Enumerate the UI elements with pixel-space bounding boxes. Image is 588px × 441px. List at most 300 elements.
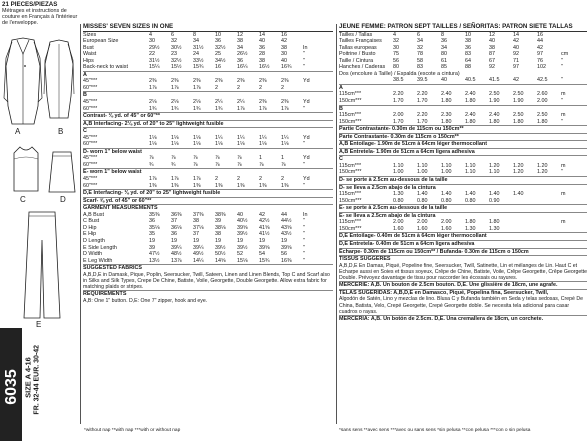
cell-value: 42.5: [537, 77, 548, 84]
section-heading: MERCERIE: A,B. Un bouton de 2.5cm bouton. D,E. Une glissière de 18cm, une agrafe.: [339, 281, 587, 289]
cell-value: 25: [215, 51, 221, 58]
skirt-sketch-d: [48, 150, 76, 194]
section-heading: D,E Interfacing- ⅜ yd. of 20" to 25" lightweight fusible: [83, 189, 333, 197]
cell-value: 26½: [237, 51, 248, 58]
cell-value: 37⅛: [193, 224, 204, 231]
cell-value: 1: [259, 155, 262, 162]
cell-value: 64: [465, 57, 471, 64]
cell-value: ": [303, 161, 305, 168]
cell-value: In: [303, 211, 308, 218]
section-heading: A: [339, 84, 587, 92]
section-heading: C: [339, 155, 587, 163]
cell-value: 36: [441, 38, 447, 45]
cell-value: 32: [417, 44, 423, 51]
cell-value: 30: [149, 38, 155, 45]
table-row: [339, 77, 587, 84]
cell-value: Yd: [303, 78, 310, 85]
cell-value: 10: [465, 31, 471, 38]
cell-value: 38: [465, 38, 471, 45]
cell-value: 19: [281, 237, 287, 244]
cell-value: 1.10: [465, 162, 476, 169]
cell-value: ": [303, 51, 305, 58]
row-label: Sizes: [83, 31, 97, 38]
cell-value: ⅞: [193, 155, 198, 162]
cell-value: 1⅜: [193, 182, 201, 189]
section-heading: D- se porte à 2.5cm au-dessous de la taille: [339, 176, 587, 184]
cell-value: 16½: [259, 64, 270, 71]
cell-value: 38: [281, 44, 287, 51]
size-range-text: SIZE A 4-16: [23, 357, 33, 398]
french-spanish-yardage-table: [339, 24, 587, 322]
cell-value: 38: [259, 57, 265, 64]
cell-value: 32½: [215, 44, 226, 51]
cell-value: 2.00: [393, 219, 404, 226]
row-label: 115cm***: [339, 162, 362, 169]
cell-value: 2.00: [441, 219, 452, 226]
cell-value: 1.60: [441, 225, 452, 232]
section-heading: Scarf- ⅝ yd. of 45" or 60"**: [83, 197, 333, 205]
table-row: [83, 141, 333, 148]
row-label: Back-neck to waist: [83, 64, 128, 71]
cell-value: 40: [237, 211, 243, 218]
cell-value: 1⅞: [149, 176, 157, 183]
cell-value: 2.00: [417, 219, 428, 226]
cell-value: 1⅞: [149, 84, 157, 91]
row-label: Tallas europeas: [339, 44, 377, 51]
cell-value: 1.00: [441, 169, 452, 176]
note-text: Algodón de Satén, Lino y mezclas de lino. Blusa C y Bufanda también en Seda y telas sedosas, Crepé De China, Batista, Velo, Crepé Georgette, Crepé Georgette doble. Se necesita tela adicional para casar cuadros o rayas.: [339, 296, 583, 315]
cell-value: 38: [215, 231, 221, 238]
cell-value: 48½: [171, 251, 182, 258]
row-label: Tailles Françaises: [339, 38, 382, 45]
cell-value: 41⅝: [259, 224, 270, 231]
cell-value: 15¼: [149, 64, 160, 71]
cell-value: [537, 226, 561, 233]
cell-value: 36: [149, 218, 155, 225]
cell-value: ⅞: [215, 161, 220, 168]
view-c-label: C: [20, 195, 26, 204]
cell-value: 42: [537, 44, 543, 51]
cell-value: [561, 198, 573, 205]
cell-value: 34: [441, 44, 447, 51]
section-heading: GARMENT MEASUREMENTS: [83, 204, 333, 212]
cell-value: 1.00: [393, 169, 404, 176]
row-label: D Length: [83, 237, 105, 244]
cell-value: 85: [441, 64, 447, 71]
table-row: [83, 85, 333, 92]
cell-value: 80: [441, 51, 447, 58]
cell-value: 1¾: [149, 105, 157, 112]
cell-value: ⅞: [237, 161, 242, 168]
cell-value: 40½: [237, 218, 248, 225]
cell-value: 38: [489, 44, 495, 51]
cell-value: 1⅛: [171, 134, 179, 141]
cell-value: 36: [215, 38, 221, 45]
cell-value: ": [561, 64, 563, 71]
row-label: E Side Length: [83, 244, 117, 251]
cell-value: 35⅜: [149, 211, 160, 218]
row-label: 45"***: [83, 134, 98, 141]
cell-value: 1.20: [537, 162, 548, 169]
note-text: A,B,D,E En Damas, Piqué, Popeline fine, Seersucker, Twill, Satinette, Lin et mélanges de Lin. Haut C et Echarpe aussi en Soies et tissus soyeux, Crêpe de Chine, Batiste, Voile, Crêpe Georgette, Crêpe Georgette Double. Prévoyez davantage de tissu pour raccorder les écossais ou rayures.: [339, 262, 587, 281]
row-label: 150cm***: [339, 225, 362, 232]
cell-value: 0.80: [465, 197, 476, 204]
cell-value: 36⅜: [171, 211, 182, 218]
table-row: [339, 198, 587, 205]
cell-value: 2.40: [465, 91, 476, 98]
cell-value: 1⅛: [149, 141, 157, 148]
cell-value: 30½: [171, 44, 182, 51]
cell-value: 34: [193, 38, 199, 45]
cell-value: 1.70: [417, 98, 428, 105]
cell-value: 36: [171, 231, 177, 238]
section-heading: A,B Entoilage- 1.90m de 51cm à 64cm léger thermocollant: [339, 140, 587, 148]
row-label: 150cm***: [339, 98, 362, 105]
cell-value: 1.80: [513, 118, 524, 125]
cell-value: ¾: [171, 161, 176, 168]
cell-value: 34: [237, 44, 243, 51]
row-label: Poitrine / Busto: [339, 51, 376, 58]
cell-value: 37: [171, 218, 177, 225]
cell-value: 30: [281, 51, 287, 58]
cell-value: 8: [193, 31, 196, 38]
cell-value: 1.20: [537, 169, 548, 176]
cell-value: 40: [513, 44, 519, 51]
cell-value: 44: [281, 211, 287, 218]
cell-value: 10: [215, 31, 221, 38]
cell-value: 30: [393, 44, 399, 51]
cell-value: 0.80: [441, 197, 452, 204]
cell-value: 19: [259, 237, 265, 244]
cell-value: 1.80: [465, 98, 476, 105]
cell-value: ¾: [149, 161, 154, 168]
cell-value: 2: [215, 176, 218, 183]
section-heading: C: [83, 127, 333, 135]
top-sketch-c: [12, 145, 40, 193]
cell-value: 37⅜: [193, 211, 204, 218]
cell-value: 47½: [149, 251, 160, 258]
row-label: 115cm***: [339, 112, 362, 119]
cell-value: 16: [215, 64, 221, 71]
cell-value: 54: [259, 251, 265, 258]
table-row: [83, 106, 333, 113]
jacket-sketch-a: [4, 36, 42, 128]
cell-value: 2.40: [465, 112, 476, 119]
cell-value: 42: [281, 38, 287, 45]
cell-value: 2.60: [537, 91, 548, 98]
cell-value: 49½: [193, 251, 204, 258]
cell-value: 33½: [193, 57, 204, 64]
cell-value: 1.20: [489, 162, 500, 169]
cell-value: 38⅛: [215, 224, 226, 231]
cell-value: 40.5: [465, 77, 476, 84]
cell-value: 39¼: [171, 244, 182, 251]
cell-value: 56: [281, 251, 287, 258]
row-label: Hips: [83, 57, 94, 64]
table-row: [339, 119, 587, 126]
cell-value: 1.70: [393, 118, 404, 125]
cell-value: 39½: [215, 244, 226, 251]
cell-value: 41.5: [489, 77, 500, 84]
cell-value: 67: [489, 57, 495, 64]
section-heading: SUGGESTED FABRICS: [83, 264, 333, 272]
cell-value: 40: [259, 38, 265, 45]
cell-value: Yd: [303, 155, 310, 162]
cell-value: 1.80: [537, 118, 548, 125]
cell-value: 2: [259, 176, 262, 183]
cell-value: 40: [441, 77, 447, 84]
cell-value: 56: [393, 57, 399, 64]
view-e-label: E: [36, 320, 42, 329]
row-label: 45"***: [83, 155, 98, 162]
cell-value: 39½: [237, 231, 248, 238]
pieces-note: [2, 2, 82, 26]
cell-value: 40: [281, 57, 287, 64]
cell-value: 1⅛: [193, 141, 201, 148]
cell-value: ": [303, 244, 305, 251]
cell-value: 1⅛: [259, 141, 267, 148]
cell-value: ": [303, 257, 305, 264]
cell-value: 2⅜: [193, 78, 201, 85]
cell-value: 32: [171, 38, 177, 45]
cell-value: 1.80: [465, 118, 476, 125]
cell-value: 42: [513, 77, 519, 84]
cell-value: 71: [513, 57, 519, 64]
cell-value: 2⅜: [149, 78, 157, 85]
cell-value: 36: [465, 44, 471, 51]
cell-value: 31½: [149, 57, 160, 64]
cell-value: 43⅝: [281, 224, 292, 231]
cell-value: 39⅝: [259, 244, 270, 251]
section-heading: A: [83, 71, 333, 79]
cell-value: 44½: [281, 218, 292, 225]
row-label: Dos (encolure à Taille) / Espalda (escote a cintura): [339, 70, 460, 77]
cell-value: 2: [259, 84, 262, 91]
section-heading: A,B Entretela- 1.90m de 51cm a 64cm ligera adhesiva: [339, 148, 587, 156]
cell-value: 1.80: [465, 219, 476, 226]
cell-value: [537, 198, 561, 205]
cell-value: Yd: [303, 134, 310, 141]
cell-value: 15⅛: [237, 257, 248, 264]
cell-value: 34: [417, 38, 423, 45]
cell-value: 1⅛: [171, 141, 179, 148]
cell-value: 42½: [259, 218, 270, 225]
row-label: 45"***: [83, 78, 98, 85]
row-label: 115cm***: [339, 219, 362, 226]
cell-value: 2.30: [441, 112, 452, 119]
pattern-number: 6035: [3, 369, 20, 405]
cell-value: 50½: [215, 251, 226, 258]
cell-value: 1.40: [465, 191, 476, 198]
cell-value: Yd: [303, 99, 310, 106]
section-heading: TELAS SUGERIDAS: A,B,D,E en Damasco, Piqué, Popelina fina, Seersucker, Twill,: [339, 289, 587, 297]
cell-value: 2.50: [489, 91, 500, 98]
cell-value: 1⅞: [193, 176, 201, 183]
cell-value: 2: [281, 84, 284, 91]
divider-middle: [336, 24, 337, 424]
cell-value: 1⅜: [281, 182, 289, 189]
section-heading: B: [339, 105, 587, 113]
cell-value: 12: [489, 31, 495, 38]
cell-value: 4: [149, 31, 152, 38]
size-range-label: [23, 328, 33, 441]
cell-value: 2.50: [513, 91, 524, 98]
cell-value: 83: [465, 51, 471, 58]
row-label: [339, 77, 393, 84]
cell-value: 22: [149, 51, 155, 58]
cell-value: ⅞: [259, 161, 264, 168]
cell-value: 2.20: [417, 112, 428, 119]
cell-value: 2.20: [417, 91, 428, 98]
jacket-sketch-b: [44, 40, 74, 120]
cell-value: 1.20: [513, 169, 524, 176]
view-d-label: D: [60, 195, 66, 204]
cell-value: 2.40: [441, 91, 452, 98]
cell-value: 1⅞: [171, 84, 179, 91]
pants-sketch-e: [22, 210, 62, 320]
cell-value: 14⅝: [215, 257, 226, 264]
row-label: 115cm***: [339, 191, 362, 198]
cell-value: 32½: [171, 57, 182, 64]
section-heading: D- worn 1" below waist: [83, 148, 333, 156]
cell-value: 16¾: [281, 64, 292, 71]
row-label: Taille / Cintura: [339, 57, 374, 64]
cell-value: 6: [417, 31, 420, 38]
cell-value: 1¼: [215, 134, 223, 141]
row-label: Bust: [83, 44, 94, 51]
row-label: D Hip: [83, 224, 97, 231]
cell-value: 1.10: [393, 162, 404, 169]
cell-value: 0.90: [489, 197, 500, 204]
cell-value: 1⅞: [237, 105, 245, 112]
row-label: Hanches / Caderas: [339, 64, 386, 71]
cell-value: 1.00: [417, 169, 428, 176]
cell-value: 2⅜: [281, 99, 289, 106]
view-b-label: B: [58, 127, 64, 136]
cell-value: 1.60: [417, 225, 428, 232]
cell-value: 2⅜: [259, 78, 267, 85]
cell-value: 6: [171, 31, 174, 38]
cell-value: 37: [193, 231, 199, 238]
cell-value: m: [561, 91, 566, 98]
section-heading: D- se lleva a 2.5cm abajo de la cintura: [339, 184, 587, 192]
table-row: [83, 64, 333, 71]
section-heading: E- worn 1" below waist: [83, 168, 333, 176]
row-label: Tailles / Tallas: [339, 31, 373, 38]
row-label: 45"***: [83, 99, 98, 106]
cell-value: [513, 226, 537, 233]
cell-value: 2¼: [237, 99, 245, 106]
cell-value: 39.5: [417, 77, 428, 84]
cell-value: 2⅜: [237, 78, 245, 85]
cell-value: ⅞: [171, 155, 176, 162]
cell-value: In: [303, 44, 308, 51]
cell-value: 28: [259, 51, 265, 58]
cell-value: 2.00: [393, 112, 404, 119]
cell-value: 38: [237, 38, 243, 45]
cell-value: [561, 226, 573, 233]
cell-value: m: [561, 162, 566, 169]
cell-value: ": [303, 218, 305, 225]
section-heading: TISSUS SUGGERES: [339, 255, 587, 263]
row-label: 150cm***: [339, 197, 362, 204]
cell-value: 1⅜: [215, 182, 223, 189]
section-heading: D,E Entretela- 0.40m de 51cm a 64cm ligera adhesiva: [339, 240, 587, 248]
cell-value: 29½: [149, 44, 160, 51]
cell-value: 24: [193, 51, 199, 58]
cell-value: 42: [513, 38, 519, 45]
cell-value: ": [303, 141, 305, 148]
cell-value: 2⅛: [171, 99, 179, 106]
cell-value: 1⅛: [281, 141, 289, 148]
cell-value: 2⅜: [259, 99, 267, 106]
cell-value: 31½: [193, 44, 204, 51]
cell-value: cm: [561, 51, 569, 58]
cell-value: 41½: [259, 231, 270, 238]
section-heading: Contrast- ⅜ yd. of 45" or 60"**: [83, 112, 333, 120]
cell-value: 1⅜: [149, 182, 157, 189]
cell-value: 1.30: [489, 225, 500, 232]
footer-french: *sans sens **avec sens ***avec ou sans sens *sin pelusa **con pelusa ***con o sin pelusa: [339, 428, 531, 433]
cell-value: 36: [259, 44, 265, 51]
cell-value: 42: [259, 211, 265, 218]
cell-value: 34½: [215, 57, 226, 64]
cell-value: 1.80: [489, 118, 500, 125]
table-row: [83, 183, 333, 190]
row-label: 115cm***: [339, 91, 362, 98]
note-text: A,B: One 1" button. D,E: One 7" zipper, hook and eye.: [83, 297, 208, 304]
cell-value: ⅞: [237, 155, 242, 162]
cell-value: 38: [193, 218, 199, 225]
row-label: A,B Bust: [83, 211, 104, 218]
cell-value: ⅞: [149, 155, 154, 162]
row-label: E Leg Width: [83, 257, 113, 264]
cell-value: 39: [215, 218, 221, 225]
cell-value: ": [303, 57, 305, 64]
cell-value: 2⅜: [171, 78, 179, 85]
cell-value: ⅞: [215, 155, 220, 162]
cell-value: Yd: [303, 176, 310, 183]
divider-left: [80, 24, 81, 424]
cell-value: 1.40: [489, 191, 500, 198]
mid-title: MISSES' SEVEN SIZES IN ONE: [83, 23, 174, 30]
cell-value: 1.10: [465, 169, 476, 176]
cell-value: 16¼: [237, 64, 248, 71]
cell-value: 1⅜: [259, 182, 267, 189]
section-heading: B: [83, 91, 333, 99]
cell-value: 2.50: [513, 112, 524, 119]
note-text: A,B,D,E in Damask, Pique, Poplin, Seersucker, Twill, Sateen, Linen and Linen Blends, Top C and Scarf also in Silks and Silk Types, Crepe De Chine, Batiste, Voile, Georgette, Double Georgette. Allow extra fabric for matching plaids or stripes.: [83, 271, 330, 291]
cell-value: ⅞: [281, 161, 286, 168]
cell-value: 58: [417, 57, 423, 64]
table-row: [339, 169, 587, 176]
cell-value: 97: [513, 64, 519, 71]
section-heading: E- se porte à 2.5cm au-dessous de la taille: [339, 204, 587, 212]
section-heading: Écharpe- 0.30m de 115cm ou 150cm** / Bufanda- 0.30m de 115cm o 150cm: [339, 248, 587, 256]
cell-value: 38.5: [393, 77, 404, 84]
footer-english: *without nap **with nap ***with or without nap: [84, 428, 181, 433]
cell-value: 1⅛: [237, 141, 245, 148]
cell-value: ⅞: [193, 161, 198, 168]
cell-value: 1.20: [513, 162, 524, 169]
cell-value: 2: [237, 84, 240, 91]
row-label: 60"***: [83, 182, 98, 189]
cell-value: 1⅜: [237, 182, 245, 189]
pieces-count: 21 PIECES/PIEZAS: [2, 1, 58, 8]
cell-value: 32: [393, 38, 399, 45]
row-label: 150cm***: [339, 169, 362, 176]
cell-value: 52: [237, 251, 243, 258]
